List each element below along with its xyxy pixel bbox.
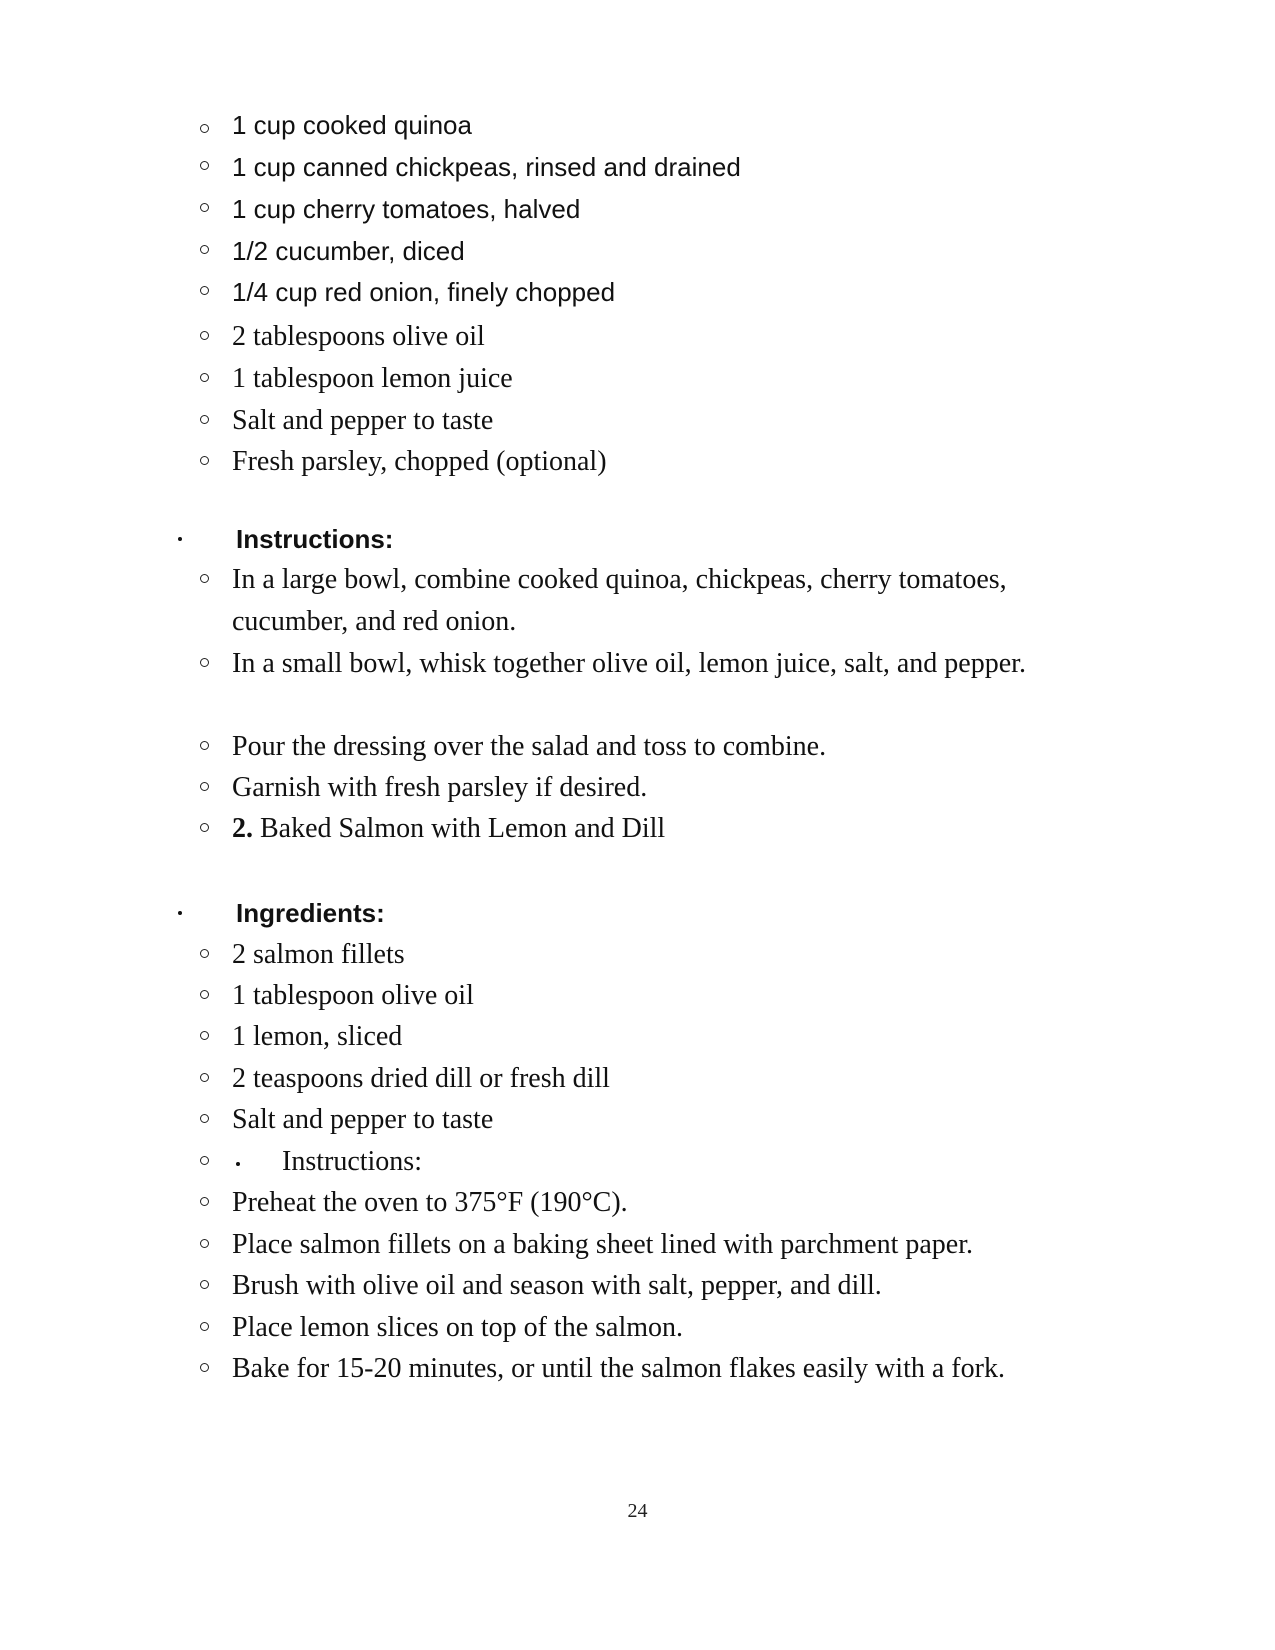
list-item — [200, 1058, 1200, 1100]
subheading-text — [232, 1141, 422, 1183]
instruction-text: Place salmon fillets on a baking sheet lined with parchment paper. — [232, 1229, 974, 1260]
ingredient-text: 1/4 cup red onion, finely chopped — [232, 277, 616, 307]
ingredient-text: Fresh parsley, chopped (optional) — [232, 446, 607, 477]
list-item — [200, 643, 1200, 729]
list-item — [200, 441, 1200, 483]
hollow-bullet-icon — [200, 741, 209, 750]
list-item — [200, 230, 1200, 272]
list-item — [200, 975, 1200, 1017]
instruction-text: Brush with olive oil and season with salt, pepper, and dill. — [232, 1270, 882, 1301]
list-item — [200, 1265, 1200, 1307]
list-item — [200, 358, 1200, 400]
hollow-bullet-icon — [200, 456, 209, 465]
section-heading — [178, 893, 978, 933]
bullet-icon — [236, 1162, 240, 1166]
hollow-bullet-icon — [200, 415, 209, 424]
hollow-bullet-icon — [200, 949, 209, 958]
ingredient-text: 2 teaspoons dried dill or fresh dill — [232, 1063, 610, 1094]
section-heading — [178, 519, 978, 559]
ingredient-text: 2 tablespoons olive oil — [232, 321, 485, 352]
list-item — [200, 400, 1200, 442]
hollow-bullet-icon — [200, 1322, 209, 1331]
hollow-bullet-icon — [200, 1073, 209, 1082]
ingredient-text: 1 tablespoon lemon juice — [232, 363, 513, 394]
hollow-bullet-icon — [200, 124, 209, 133]
list-item — [200, 104, 1200, 146]
ingredient-text: Salt and pepper to taste — [232, 405, 494, 436]
list-item — [200, 1224, 1200, 1266]
bullet-icon — [178, 911, 182, 915]
hollow-bullet-icon — [200, 782, 209, 791]
list-item — [200, 1307, 1200, 1349]
instruction-text: Bake for 15-20 minutes, or until the salmon flakes easily with a fork. — [232, 1353, 1005, 1384]
list-item — [200, 1348, 1200, 1390]
instruction-text: In a large bowl, combine cooked quinoa, chickpeas, cherry tomatoes, cucumber, and red onion. — [232, 564, 1007, 637]
hollow-bullet-icon — [200, 331, 209, 340]
instruction-text: Garnish with fresh parsley if desired. — [232, 772, 648, 803]
hollow-bullet-icon — [200, 245, 209, 254]
list-item — [200, 1182, 1200, 1224]
instruction-text: Pour the dressing over the salad and toss to combine. — [232, 731, 827, 762]
list-item — [200, 1141, 1200, 1183]
ingredient-text: 1 cup canned chickpeas, rinsed and drained — [232, 152, 741, 182]
list-item — [200, 934, 1200, 976]
list-item — [200, 271, 1200, 313]
list-item — [200, 767, 1200, 809]
page-number: 24 — [627, 1500, 648, 1522]
list-item — [200, 1016, 1200, 1058]
recipe-number: 2. — [232, 813, 253, 844]
hollow-bullet-icon — [200, 161, 209, 170]
hollow-bullet-icon — [200, 574, 209, 583]
ingredient-text: 1 cup cherry tomatoes, halved — [232, 194, 581, 224]
hollow-bullet-icon — [200, 1031, 209, 1040]
ingredient-text: 1 tablespoon olive oil — [232, 980, 474, 1011]
instruction-text: Preheat the oven to 375°F (190°C). — [232, 1187, 628, 1218]
hollow-bullet-icon — [200, 1156, 209, 1165]
heading-text: Ingredients: — [236, 898, 385, 928]
hollow-bullet-icon — [200, 1114, 209, 1123]
hollow-bullet-icon — [200, 823, 209, 832]
ingredient-text: 1 lemon, sliced — [232, 1021, 403, 1052]
hollow-bullet-icon — [200, 1239, 209, 1248]
hollow-bullet-icon — [200, 1363, 209, 1372]
ingredient-text: 2 salmon fillets — [232, 939, 405, 970]
instruction-text: Place lemon slices on top of the salmon. — [232, 1312, 684, 1343]
hollow-bullet-icon — [200, 990, 209, 999]
hollow-bullet-icon — [200, 1197, 209, 1206]
list-item — [200, 1099, 1200, 1141]
hollow-bullet-icon — [200, 286, 209, 295]
list-item — [200, 726, 1200, 768]
hollow-bullet-icon — [200, 1280, 209, 1289]
hollow-bullet-icon — [200, 203, 209, 212]
heading-text: Instructions: — [236, 524, 394, 554]
recipe-title — [232, 808, 665, 850]
list-item — [200, 316, 1200, 358]
instruction-text: In a small bowl, whisk together olive oil, lemon juice, salt, and pepper. — [232, 648, 1026, 679]
instructions-label: Instructions: — [282, 1146, 422, 1177]
list-item — [200, 808, 1200, 850]
hollow-bullet-icon — [200, 658, 209, 667]
bullet-icon — [178, 537, 182, 541]
recipe-title-text: Baked Salmon with Lemon and Dill — [260, 813, 666, 844]
ingredient-text: Salt and pepper to taste — [232, 1104, 494, 1135]
ingredient-text: 1 cup cooked quinoa — [232, 110, 472, 140]
list-item — [200, 188, 1200, 230]
hollow-bullet-icon — [200, 373, 209, 382]
list-item — [200, 559, 1200, 645]
ingredient-text: 1/2 cucumber, diced — [232, 236, 465, 266]
list-item — [200, 146, 1200, 188]
